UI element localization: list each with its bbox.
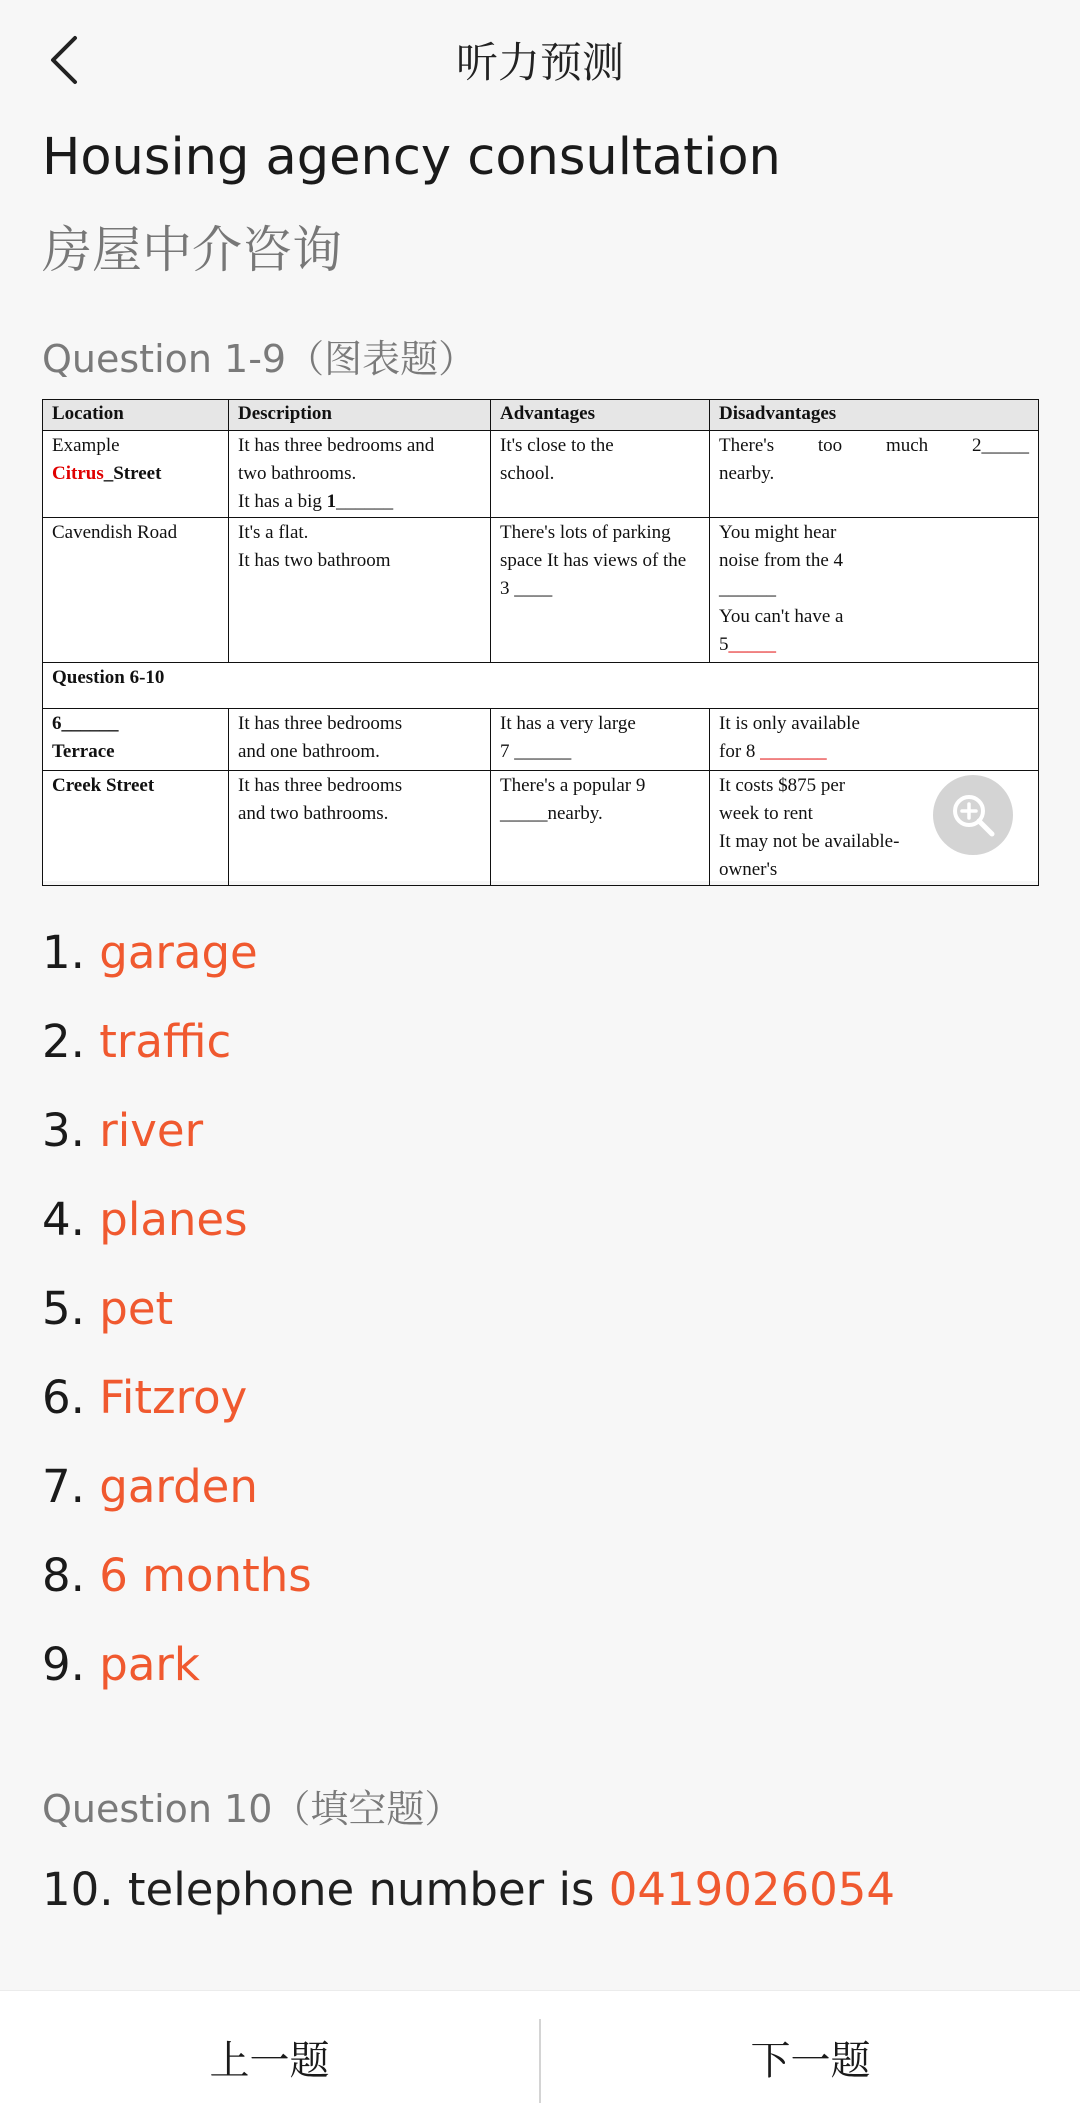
page-title: Housing agency consultation [42, 128, 781, 187]
answer-item: 6. Fitzroy [42, 1371, 248, 1424]
answer-list [42, 922, 312, 1723]
answer-value: river [99, 1104, 204, 1157]
cell-description: It's a flat. It has two bathroom [229, 518, 491, 663]
answer-value: planes [99, 1193, 248, 1246]
cell-location: Example Citrus_Street [43, 431, 229, 518]
answer-item: 2. traffic [42, 1015, 232, 1068]
table-section-label: Question 6-10 [43, 663, 1039, 709]
answer-value: park [99, 1638, 200, 1691]
table-header-row [43, 400, 1039, 431]
cell-location: 6______ Terrace [43, 709, 229, 771]
answer-item: 7. garden [42, 1460, 258, 1513]
answer-value: garage [99, 926, 258, 979]
zoom-button[interactable] [933, 775, 1013, 855]
nav-bar [0, 0, 1080, 120]
answer-item: 9. park [42, 1638, 200, 1691]
cell-disadvantages: It costs $875 per week to rent It may not be available- owner's [710, 771, 1039, 886]
cell-disadvantages: You might hear noise from the 4 ______ You can't have a 5_____ [710, 518, 1039, 663]
cell-advantages: There's lots of parking space It has views of the 3 ____ [491, 518, 710, 663]
section-heading-q1-9: Question 1-9（图表题） [42, 337, 477, 381]
cell-description: It has three bedrooms and two bathrooms. [229, 771, 491, 886]
cell-disadvantages: It is only available for 8 _______ [710, 709, 1039, 771]
header-disadvantages: Disadvantages [710, 400, 1039, 431]
nav-title: 听力预测 [455, 38, 624, 87]
header-advantages: Advantages [491, 400, 710, 431]
question-table-image[interactable] [42, 399, 1038, 881]
cell-location: Creek Street [43, 771, 229, 886]
answer-value: traffic [99, 1015, 232, 1068]
bottom-bar [0, 1990, 1080, 2123]
question-table [42, 399, 1039, 886]
answer-value: 6 months [99, 1549, 312, 1602]
answer-item: 8. 6 months [42, 1549, 312, 1602]
cell-advantages: It has a very large 7 ______ [491, 709, 710, 771]
table-row-cavendish [43, 518, 1039, 663]
cell-location: Cavendish Road [43, 518, 229, 663]
page-subtitle: 房屋中介咨询 [42, 221, 342, 279]
answer-value: pet [99, 1282, 174, 1335]
answer-item: 1. garage [42, 926, 258, 979]
answer-value: 0419026054 [608, 1863, 896, 1916]
next-question-button[interactable]: 下一题 [750, 2037, 871, 2084]
previous-question-button[interactable]: 上一题 [209, 2037, 330, 2084]
zoom-in-icon [950, 792, 996, 838]
section-heading-q10: Question 10（填空题） [42, 1787, 463, 1831]
answer-value: Fitzroy [99, 1371, 248, 1424]
cell-disadvantages: There's too much 2_____ nearby. [710, 431, 1039, 518]
answer-item: 4. planes [42, 1193, 248, 1246]
answer-item: 3. river [42, 1104, 204, 1157]
answer-value: garden [99, 1460, 258, 1513]
question-10-answer: 10. telephone number is 0419026054 [42, 1863, 896, 1916]
cell-advantages: There's a popular 9 _____nearby. [491, 771, 710, 886]
cell-description: It has three bedrooms and one bathroom. [229, 709, 491, 771]
table-row-section [43, 663, 1039, 709]
answer-item: 5. pet [42, 1282, 174, 1335]
cell-description: It has three bedrooms and two bathrooms. It has a big 1______ [229, 431, 491, 518]
highlight-text: Citrus [52, 463, 104, 484]
table-row-terrace [43, 709, 1039, 771]
header-description: Description [229, 400, 491, 431]
table-row-creek [43, 771, 1039, 886]
table-row-example [43, 431, 1039, 518]
header-location: Location [43, 400, 229, 431]
cell-advantages: It's close to the school. [491, 431, 710, 518]
